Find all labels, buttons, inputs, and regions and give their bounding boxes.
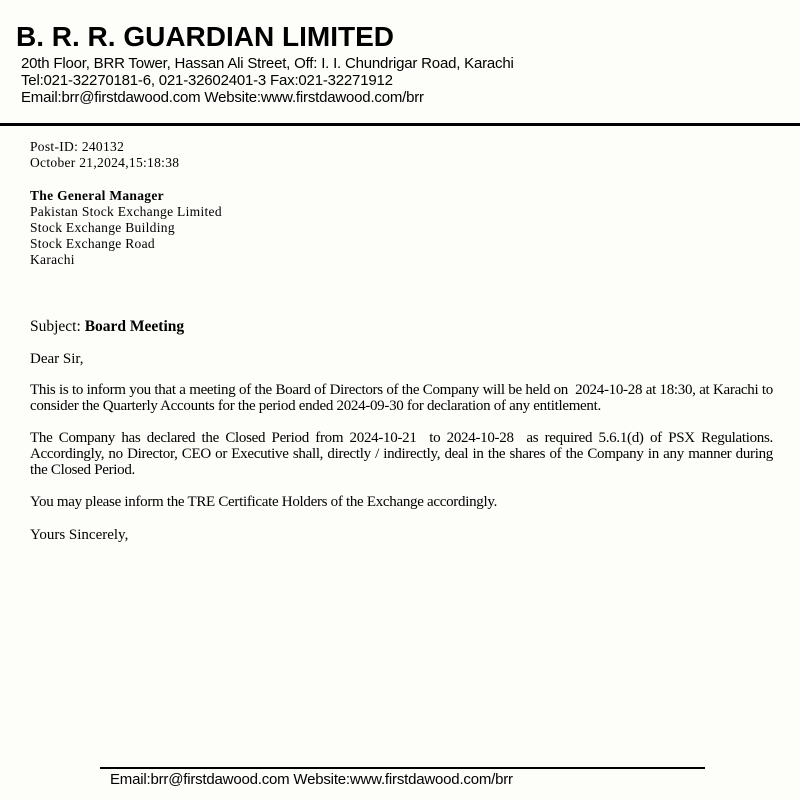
letterhead xyxy=(16,22,514,106)
company-phone: Tel:021-32270181-6, 021-32602401-3 Fax:021-32271912 xyxy=(21,72,393,89)
body-paragraph-closed-period: The Company has declared the Closed Period from 2024-10-21 to 2024-10-28 as required 5.6.1(d) of PSX Regulations. Accordingly, no Director, CEO or Executive shall, directly / indirectly, deal in the shares of the Company in any manner during the Closed Period. xyxy=(30,430,777,478)
salutation: Dear Sir, xyxy=(30,351,84,367)
subject-line xyxy=(30,318,184,336)
body-paragraph-meeting: This is to inform you that a meeting of the Board of Directors of the Company will be held on 2024-10-28 at 18:30, at Karachi to consider the Quarterly Accounts for the period ended 2024-09-30 for declaration of any entitlement. xyxy=(30,382,777,414)
subject-value: Board Meeting xyxy=(84,318,185,335)
company-contact: Email:brr@firstdawood.com Website:www.firstdawood.com/brr xyxy=(21,89,424,106)
footer-divider xyxy=(100,767,705,769)
header-divider xyxy=(0,123,800,126)
post-datetime: October 21,2024,15:18:38 xyxy=(30,155,180,170)
recipient-line: Karachi xyxy=(30,252,75,267)
recipient-title: The General Manager xyxy=(30,188,164,203)
recipient-line: Pakistan Stock Exchange Limited xyxy=(30,204,222,219)
recipient-block xyxy=(30,188,222,268)
recipient-line: Stock Exchange Building xyxy=(30,220,175,235)
company-name: B. R. R. GUARDIAN LIMITED xyxy=(16,21,394,52)
company-address: 20th Floor, BRR Tower, Hassan Ali Street, Off: I. I. Chundrigar Road, Karachi xyxy=(21,55,514,72)
recipient-line: Stock Exchange Road xyxy=(30,236,155,251)
post-id: Post-ID: 240132 xyxy=(30,139,125,154)
post-meta xyxy=(30,139,179,171)
letterhead-details xyxy=(21,55,514,106)
subject-label: Subject: xyxy=(30,318,81,335)
body-paragraph-tre: You may please inform the TRE Certificate Holders of the Exchange accordingly. xyxy=(30,494,498,510)
footer-contact: Email:brr@firstdawood.com Website:www.firstdawood.com/brr xyxy=(110,771,513,788)
closing: Yours Sincerely, xyxy=(30,527,129,543)
